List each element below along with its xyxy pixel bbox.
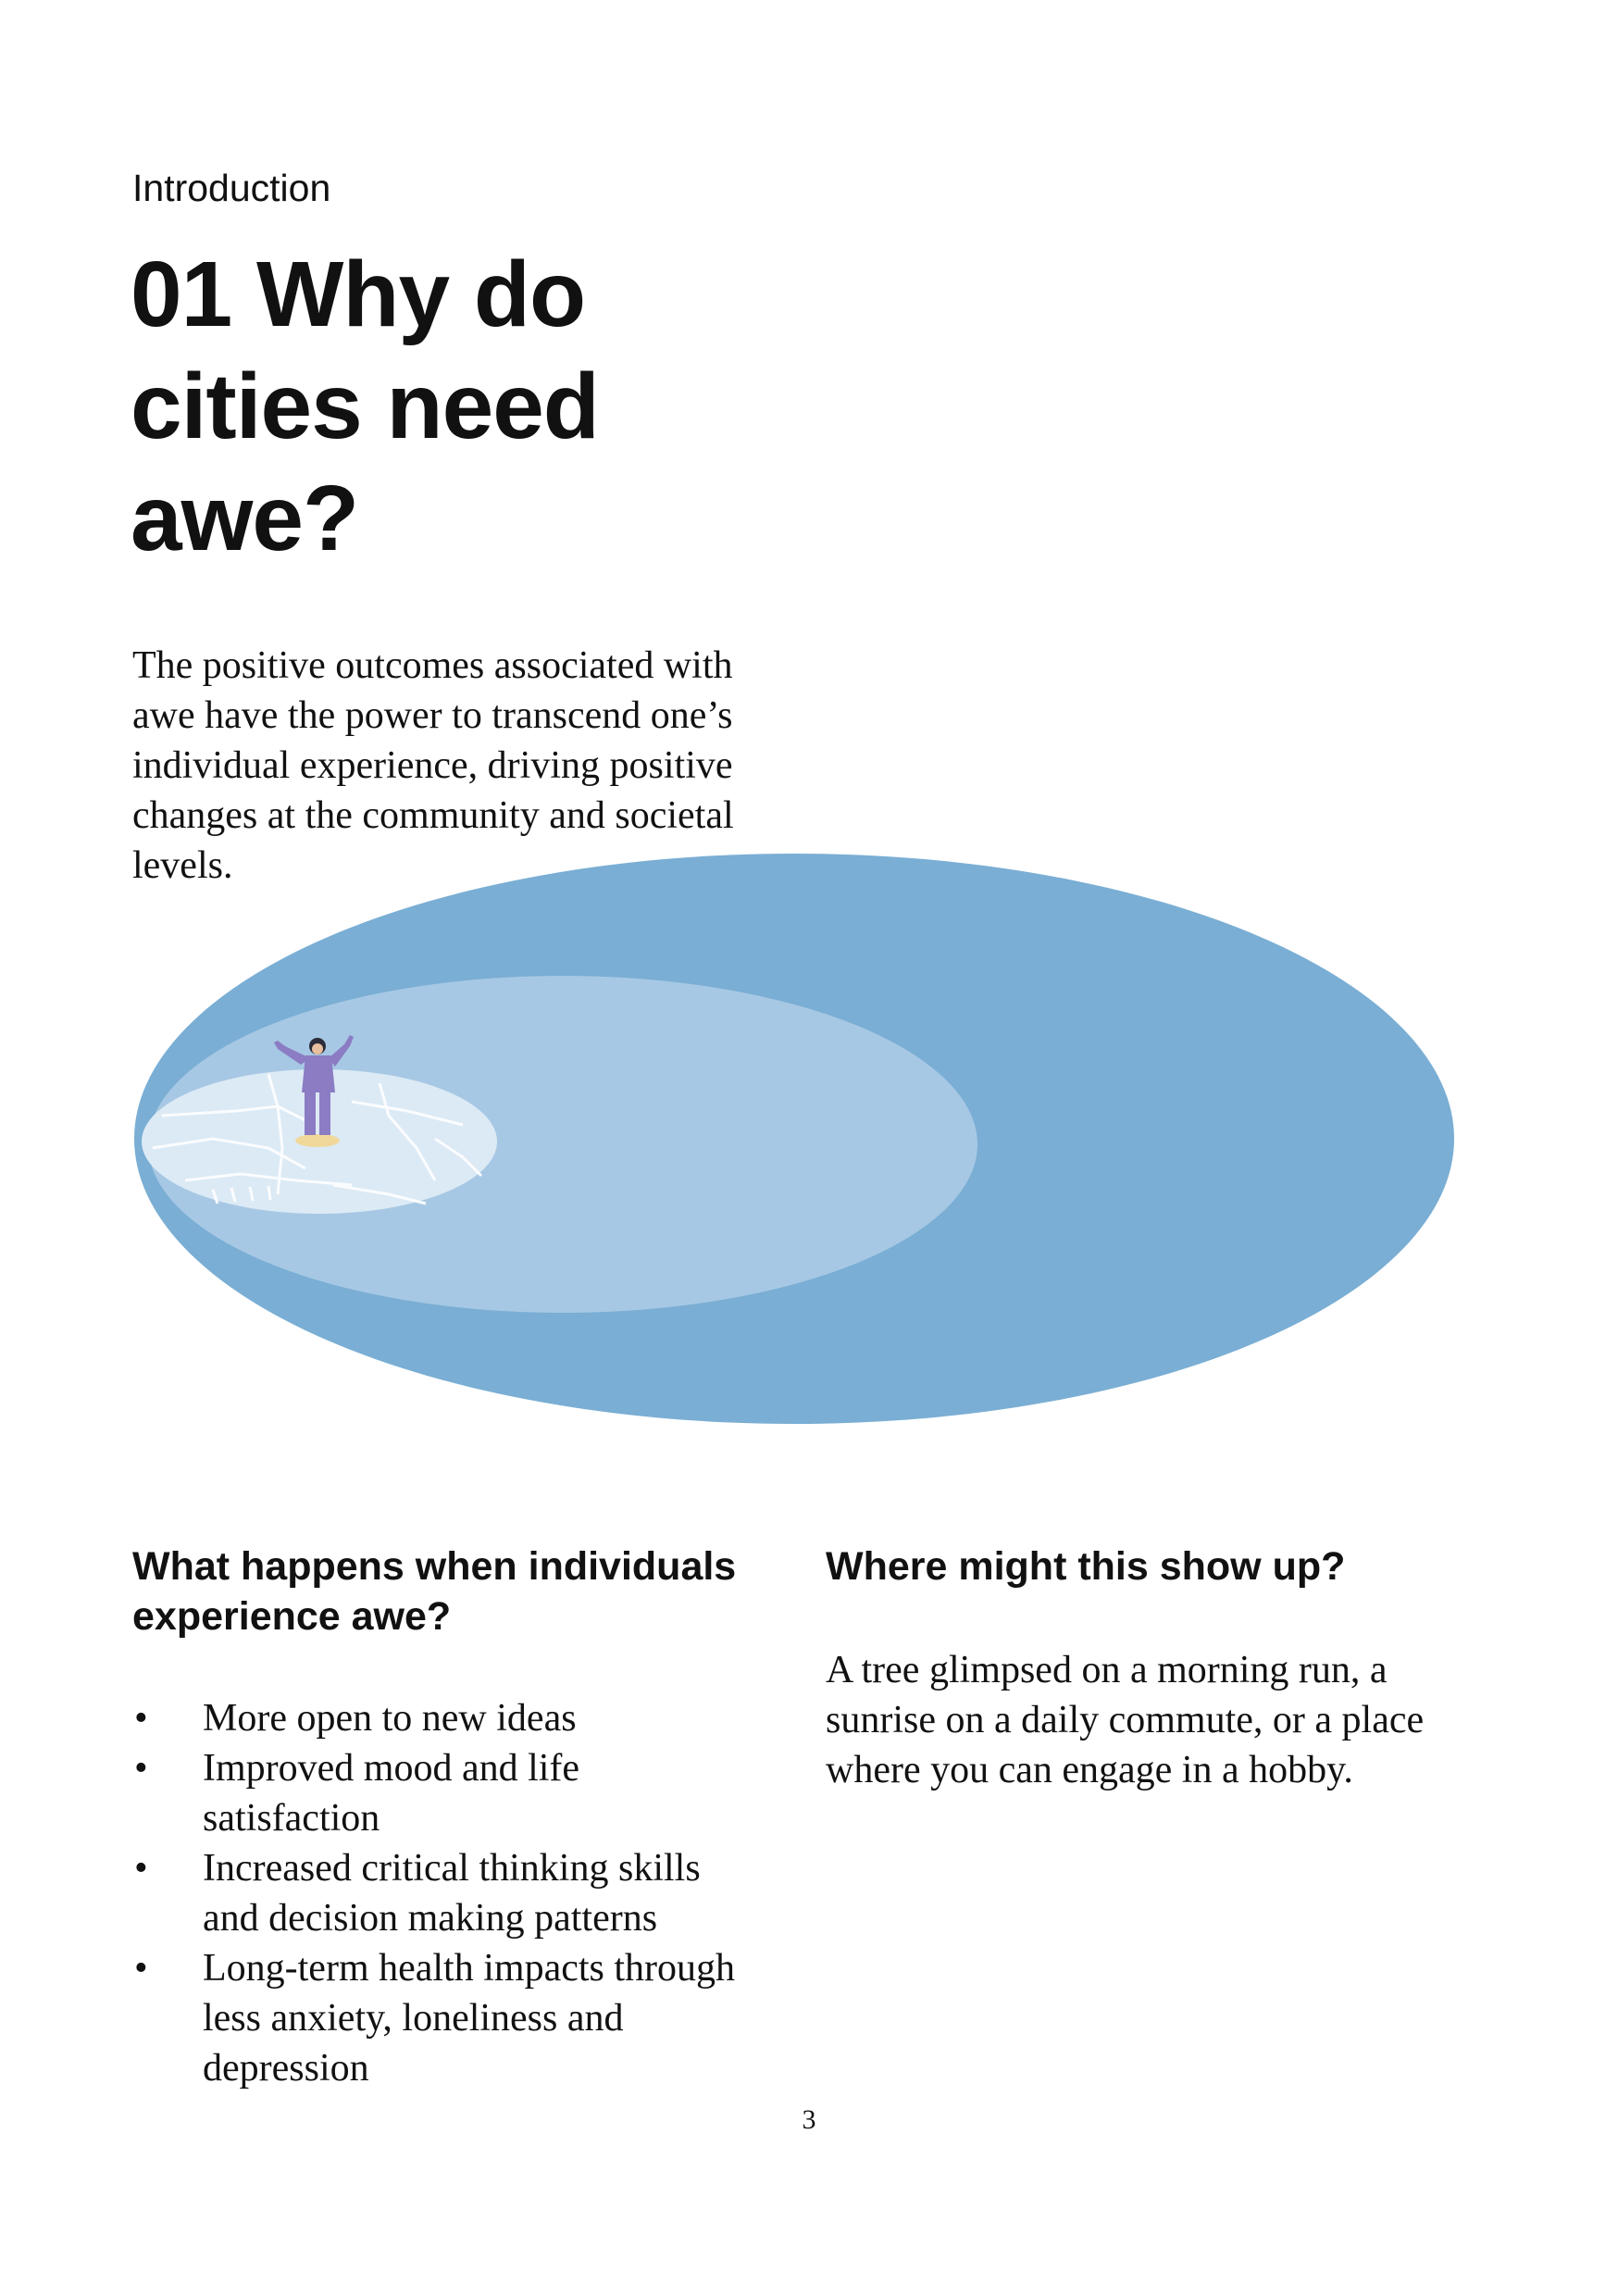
awe-effects-list [132, 1693, 799, 2093]
right-column-text [826, 1645, 1474, 1795]
intro-line: awe have the power to transcend one’s [132, 694, 733, 737]
list-item-line: depression [203, 2047, 369, 2090]
text-line: A tree glimpsed on a morning run, a [826, 1649, 1388, 1691]
title-line: awe? [131, 467, 359, 570]
list-item-line: More open to new ideas [203, 1697, 577, 1740]
list-item [132, 1843, 799, 1943]
left-column-heading [132, 1541, 799, 1641]
page-number: 3 [802, 2104, 816, 2135]
title-line: cities need [131, 355, 599, 458]
list-item-line: less anxiety, loneliness and [203, 1997, 624, 2040]
list-item-line: Increased critical thinking skills [203, 1847, 701, 1890]
list-item [132, 1943, 799, 2093]
list-item-line: satisfaction [203, 1797, 380, 1840]
bullet-icon: • [134, 1947, 148, 1990]
list-item-line: Improved mood and life [203, 1747, 580, 1790]
title-line: 01 Why do [131, 243, 586, 346]
section-label: Introduction [132, 167, 331, 209]
list-item-line: Long-term health impacts through [203, 1947, 736, 1990]
list-item-line: and decision making patterns [203, 1897, 658, 1940]
text-line: sunrise on a daily commute, or a place [826, 1699, 1425, 1741]
intro-line: changes at the community and societal [132, 794, 734, 837]
heading-line: experience awe? [132, 1594, 452, 1639]
list-item [132, 1743, 799, 1843]
bullet-icon: • [134, 1697, 148, 1740]
list-item [132, 1693, 799, 1743]
text-line: where you can engage in a hobby. [826, 1749, 1353, 1791]
heading-line: What happens when individuals [132, 1544, 737, 1589]
right-column-heading: Where might this show up? [826, 1544, 1346, 1589]
intro-line: levels. [132, 844, 233, 887]
intro-line: individual experience, driving positive [132, 744, 733, 787]
intro-line: The positive outcomes associated with [132, 644, 733, 687]
bullet-icon: • [134, 1747, 148, 1790]
bullet-icon: • [134, 1847, 148, 1890]
